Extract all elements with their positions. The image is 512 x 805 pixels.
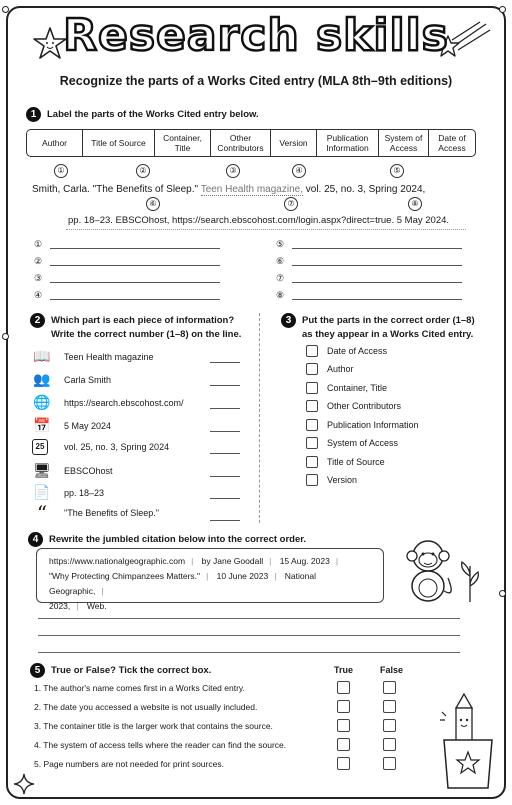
section3-number: 3 — [281, 313, 296, 328]
false-checkbox[interactable] — [383, 719, 396, 732]
marker-1: ① — [54, 164, 68, 178]
tf-statement-1: 1. The author's name comes first in a Works Cited entry. — [34, 683, 245, 693]
answer-row-7[interactable]: ⑦ — [276, 273, 462, 284]
sparkle-icon — [12, 772, 36, 796]
tf-statement-4: 4. The system of access tells where the reader can find the source. — [34, 740, 287, 750]
order-box[interactable] — [306, 382, 318, 394]
q2-answer-line-7[interactable] — [210, 498, 240, 499]
label-author: Author — [26, 129, 82, 157]
q2-answer-line-2[interactable] — [210, 385, 240, 386]
label-other-contributors: Other Contributors — [210, 129, 270, 157]
issue-25-icon: 25 — [32, 439, 48, 455]
q2-item-4: 📅 5 May 2024 — [33, 417, 112, 433]
answer-row-1[interactable]: ① — [34, 239, 220, 250]
citation-line-2 — [68, 215, 449, 226]
answer-row-2[interactable]: ② — [34, 256, 220, 267]
globe-icon: 🌐 — [33, 394, 51, 410]
q3-item-1[interactable]: Date of Access — [306, 345, 387, 357]
true-column-header: True — [334, 665, 354, 675]
page-subtitle: Recognize the parts of a Works Cited entry (MLA 8th–9th editions) — [59, 74, 453, 88]
label-container-title: Container, Title — [154, 129, 210, 157]
true-checkbox[interactable] — [337, 700, 350, 713]
citation-pages: pp. 18–23. — [68, 215, 113, 226]
marker-7: ⑦ — [284, 197, 298, 211]
section4-heading: 4 Rewrite the jumbled citation below into the correct order. — [28, 532, 306, 547]
q2-item-8: “ "The Benefits of Sleep." — [32, 506, 159, 520]
write-line-1[interactable] — [38, 618, 460, 619]
people-icon: 👥 — [33, 371, 51, 387]
citation-volume: vol. 25, no. 3, Spring 2024, — [305, 184, 426, 195]
citation-author: Smith, Carla. — [32, 184, 90, 195]
q3-item-3[interactable]: Container, Title — [306, 382, 387, 394]
parts-label-row — [26, 129, 486, 157]
corner-dot — [499, 590, 506, 597]
citation-url: https://search.ebscohost.com/login.aspx?direct=true. — [172, 215, 395, 226]
q2-item-1: 📖 Teen Health magazine — [33, 348, 154, 364]
book-icon: 📖 — [33, 348, 51, 364]
label-version: Version — [270, 129, 316, 157]
answer-row-4[interactable]: ④ — [34, 290, 220, 301]
section1-heading: 1 Label the parts of the Works Cited entry below. — [26, 107, 259, 122]
tf-statement-2: 2. The date you accessed a website is not usually included. — [34, 702, 258, 712]
section2-number: 2 — [30, 313, 45, 328]
true-checkbox[interactable] — [337, 719, 350, 732]
q2-item-3: 🌐 https://search.ebscohost.com/ — [33, 394, 184, 410]
q2-answer-line-5[interactable] — [210, 453, 240, 454]
q2-answer-line-8[interactable] — [210, 520, 240, 521]
q3-item-2[interactable]: Author — [306, 363, 354, 375]
section4-number: 4 — [28, 532, 43, 547]
q2-answer-line-3[interactable] — [210, 408, 240, 409]
write-line-2[interactable] — [38, 635, 460, 636]
marker-4: ④ — [292, 164, 306, 178]
citation-system: EBSCOhost, — [115, 215, 170, 226]
section3-heading: 3 Put the parts in the correct order (1–8) as they appear in a Works Cited entry. — [281, 313, 475, 341]
order-box[interactable] — [306, 437, 318, 449]
true-checkbox[interactable] — [337, 757, 350, 770]
marker-5: ⑤ — [390, 164, 404, 178]
order-box[interactable] — [306, 456, 318, 468]
q2-item-7: 📄 pp. 18–23 — [33, 484, 105, 500]
true-checkbox[interactable] — [337, 738, 350, 751]
quote-icon: “ — [36, 501, 48, 525]
q3-item-8[interactable]: Version — [306, 474, 357, 486]
label-date-of-access: Date of Access — [428, 129, 476, 157]
answer-row-8[interactable]: ⑧ — [276, 290, 462, 301]
false-column-header: False — [380, 665, 404, 675]
section5-number: 5 — [30, 663, 45, 678]
corner-dot — [2, 333, 9, 340]
answer-row-3[interactable]: ③ — [34, 273, 220, 284]
q3-item-7[interactable]: Title of Source — [306, 456, 385, 468]
write-line-3[interactable] — [38, 652, 460, 653]
citation-line-1 — [32, 184, 425, 195]
section1-number: 1 — [26, 107, 41, 122]
tf-statement-3: 3. The container title is the larger work that contains the source. — [34, 721, 273, 731]
answer-row-5[interactable]: ⑤ — [276, 239, 462, 250]
order-box[interactable] — [306, 400, 318, 412]
order-box[interactable] — [306, 345, 318, 357]
q3-item-5[interactable]: Publication Information — [306, 419, 419, 431]
label-publication-information: Publication Information — [316, 129, 378, 157]
section5-heading: 5 True or False? Tick the correct box. — [30, 663, 211, 678]
q2-item-5: 25 vol. 25, no. 3, Spring 2024 — [32, 439, 169, 455]
marker-2: ② — [136, 164, 150, 178]
order-box[interactable] — [306, 363, 318, 375]
monkey-illustration — [398, 536, 488, 606]
section2-heading: 2 Which part is each piece of information? Write the correct number (1–8) on the line. — [30, 313, 241, 341]
document-icon: 📄 — [33, 484, 51, 500]
q2-item-2: 👥 Carla Smith — [33, 371, 112, 387]
marker-6: ⑥ — [146, 197, 160, 211]
citation-underline — [66, 229, 466, 230]
false-checkbox[interactable] — [383, 757, 396, 770]
calendar-icon: 📅 — [33, 417, 51, 433]
column-divider — [259, 313, 260, 523]
q3-item-6[interactable]: System of Access — [306, 437, 398, 449]
label-system-of-access: System of Access — [378, 129, 428, 157]
citation-access-date: 5 May 2024. — [396, 215, 450, 226]
order-box[interactable] — [306, 474, 318, 486]
q2-answer-line-4[interactable] — [210, 431, 240, 432]
citation-title: "The Benefits of Sleep." — [92, 184, 199, 195]
false-checkbox[interactable] — [383, 681, 396, 694]
page-title: Research skills — [63, 10, 449, 61]
monitor-icon: 🖥 — [33, 462, 51, 478]
pencil-cup-illustration — [436, 690, 500, 792]
q2-answer-line-1[interactable] — [210, 362, 240, 363]
false-checkbox[interactable] — [383, 738, 396, 751]
q2-item-6: 🖥 EBSCOhost — [33, 462, 113, 478]
tf-statement-5: 5. Page numbers are not needed for print sources. — [34, 759, 224, 769]
order-box[interactable] — [306, 419, 318, 431]
label-title-of-source: Title of Source — [82, 129, 154, 157]
citation-container: Teen Health magazine, — [200, 184, 303, 195]
true-checkbox[interactable] — [337, 681, 350, 694]
marker-8: ⑧ — [408, 197, 422, 211]
marker-3: ③ — [226, 164, 240, 178]
q3-item-4[interactable]: Other Contributors — [306, 400, 401, 412]
answer-row-6[interactable]: ⑥ — [276, 256, 462, 267]
q2-answer-line-6[interactable] — [210, 476, 240, 477]
jumbled-citation-box: https://www.nationalgeographic.com | by Jane Goodall | 15 Aug. 2023 | "Why Protecting Chimpanzees Matters." | 10 June 2023 | National Geographic, | 2023, | Web. — [36, 548, 384, 603]
false-checkbox[interactable] — [383, 700, 396, 713]
